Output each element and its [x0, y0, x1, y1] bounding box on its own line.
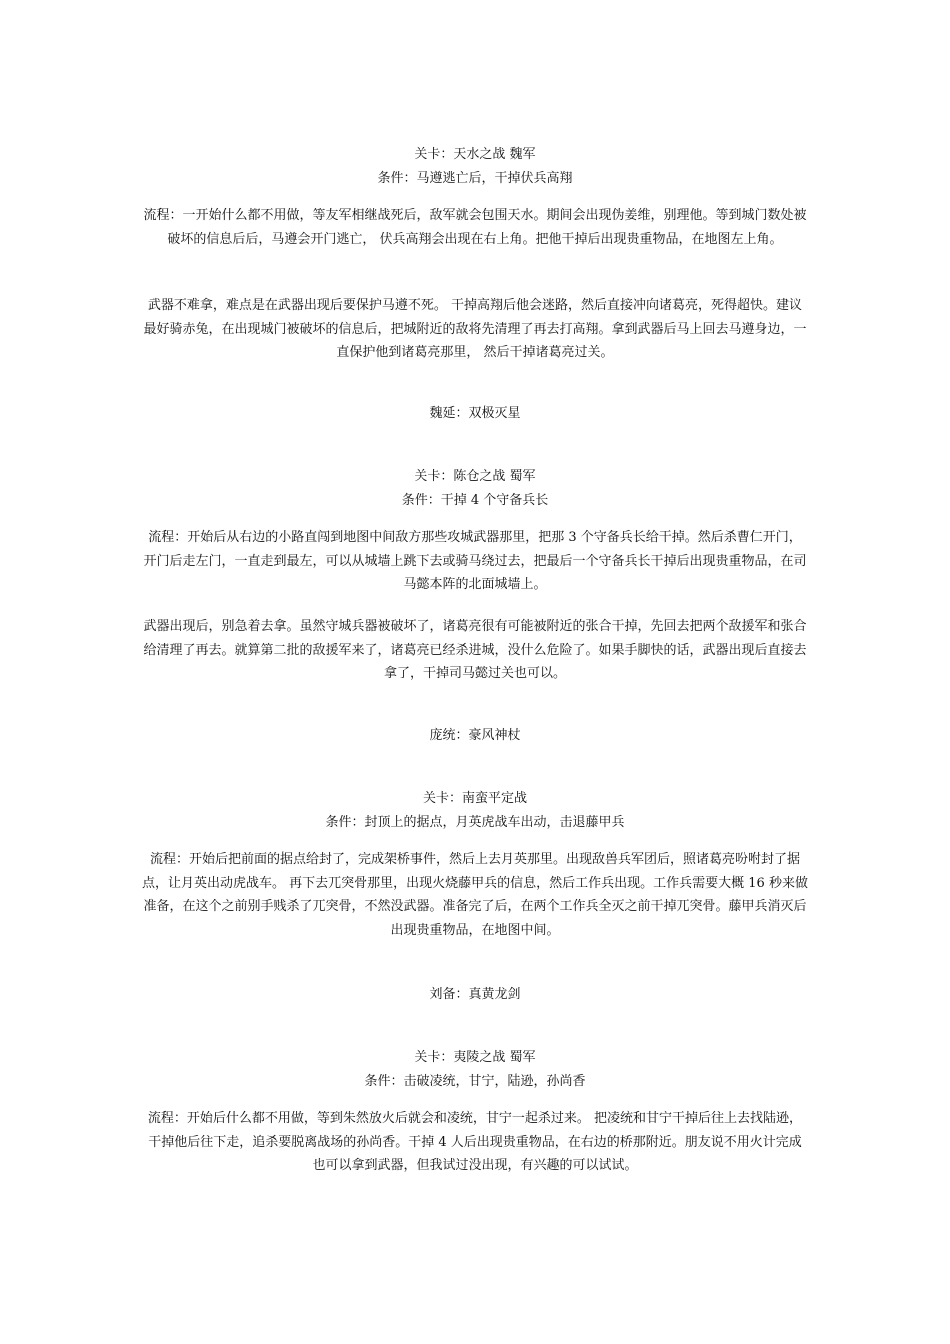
- level-title: 关卡：夷陵之战 蜀军: [414, 1050, 536, 1065]
- flow-paragraph: 流程：开始后把前面的据点给封了，完成架桥事件，然后上去月英那里。出现敌兽兵军团后，照诸葛亮吩咐封了据点，让月英出动虎战车。 再下去兀突骨那里，出现火烧藤甲兵的信息，然后工作兵出现。工作兵需要大概 16 秒来做准备，在这个之前别手贱杀了兀突骨，不然没武器。准备完了后，在两个工作兵全灭之前干掉兀突骨。藤甲兵消灭后出现贵重物品，在地图中间。: [142, 852, 808, 938]
- level-condition: 条件：马遵逃亡后，干掉伏兵高翔: [377, 171, 573, 186]
- flow-paragraph: 流程：开始后从右边的小路直闯到地图中间敌方那些攻城武器那里，把那 3 个守备兵长给干掉。然后杀曹仁开门， 开门后走左门，一直走到最左，可以从城墙上跳下去或骑马绕过去，把最后一个守备兵长干掉后出现贵重物品，在司马懿本阵的北面城墙上。: [143, 530, 807, 592]
- flow-paragraph: 流程：一开始什么都不用做，等友军相继战死后，敌军就会包围天水。期间会出现伪姜维，别理他。等到城门数处被破坏的信息后后，马遵会开门逃亡， 伏兵高翔会出现在右上角。把他干掉后出现贵重物品，在地图左上角。: [143, 208, 807, 247]
- level-title: 关卡：陈仓之战 蜀军: [414, 469, 536, 484]
- character-weapon-heading: 刘备：真黄龙剑: [429, 987, 521, 1002]
- note-paragraph: 武器不难拿，难点是在武器出现后要保护马遵不死。 干掉高翔后他会迷路，然后直接冲向诸葛亮，死得超快。建议最好骑赤兔，在出现城门被破坏的信息后，把城附近的敌将先清理了再去打高翔。拿到武器后马上回去马遵身边，一直保护他到诸葛亮那里， 然后干掉诸葛亮过关。: [143, 298, 807, 360]
- character-weapon-heading: 魏延：双极灭星: [429, 406, 521, 421]
- level-title: 关卡：南蛮平定战: [422, 791, 527, 806]
- level-condition: 条件：击破凌统，甘宁，陆逊，孙尚香: [364, 1074, 586, 1089]
- level-title: 关卡：天水之战 魏军: [414, 147, 536, 162]
- flow-paragraph: 流程：开始后什么都不用做，等到朱然放火后就会和凌统，甘宁一起杀过来。 把凌统和甘宁干掉后往上去找陆逊，干掉他后往下走，追杀要脱离战场的孙尚香。干掉 4 人后出现贵重物品，在右边的桥那附近。朋友说不用火计完成也可以拿到武器，但我试过没出现，有兴趣的可以试试。: [147, 1111, 803, 1173]
- level-condition: 条件：封顶上的据点，月英虎战车出动，击退藤甲兵: [325, 815, 625, 830]
- level-condition: 条件：干掉 4 个守备兵长: [401, 493, 549, 508]
- character-weapon-heading: 庞统：豪风神杖: [429, 728, 521, 743]
- note-paragraph: 武器出现后，别急着去拿。虽然守城兵器被破坏了，诸葛亮很有可能被附近的张合干掉，先回去把两个敌援军和张合给清理了再去。就算第二批的敌援军来了，诸葛亮已经杀进城，没什么危险了。如果手脚快的话，武器出现后直接去拿了，干掉司马懿过关也可以。: [143, 619, 807, 681]
